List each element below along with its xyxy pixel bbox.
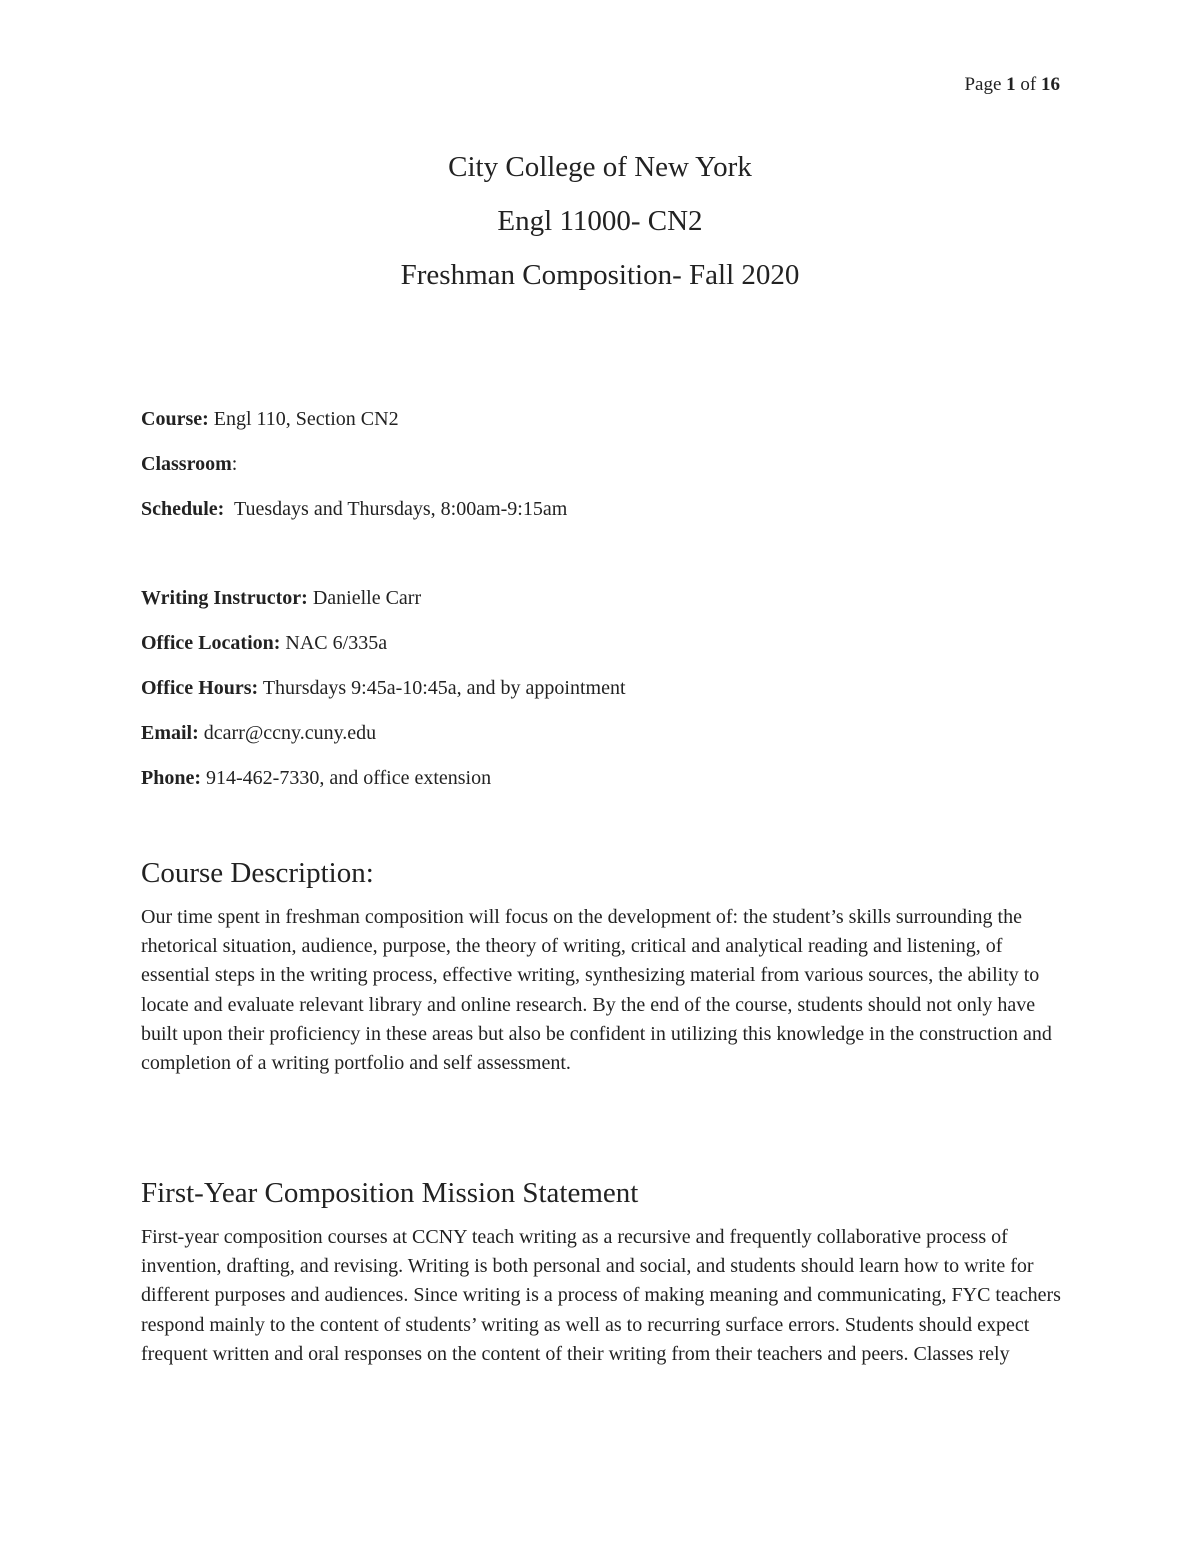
course-info xyxy=(141,404,1061,808)
office-location-label: Office Location: xyxy=(141,632,281,654)
email-value: dcarr@ccny.cuny.edu xyxy=(198,722,377,744)
course-code: Engl 11000- CN2 xyxy=(497,205,703,237)
course-row xyxy=(141,404,1061,449)
schedule-label: Schedule: xyxy=(141,498,225,520)
college-name: City College of New York xyxy=(448,151,752,183)
document-title xyxy=(0,140,1200,302)
classroom-label: Classroom xyxy=(141,453,232,475)
office-hours-row xyxy=(141,673,1061,718)
phone-value: 914-462-7330, and office extension xyxy=(201,767,492,789)
office-location-row xyxy=(141,628,1061,673)
page-total: 16 xyxy=(1041,74,1060,95)
mission-statement-section xyxy=(141,1175,1061,1369)
instructor-label: Writing Instructor: xyxy=(141,587,308,609)
mission-statement-body: First-year composition courses at CCNY teach writing as a recursive and frequently collaborative process of invention, drafting, and revising. Writing is both personal and social, and students should learn how to write for different purposes and audiences. Since writing is a process of making meaning and communicating, FYC teachers respond mainly to the content of students’ writing as well as to recurring surface errors. Students should expect frequent written and oral responses on the content of their writing from their teachers and peers. Classes rely xyxy=(141,1226,1061,1365)
email-label: Email: xyxy=(141,722,199,744)
course-description-heading: Course Description: xyxy=(141,857,374,889)
classroom-value: : xyxy=(231,453,238,475)
instructor-value: Danielle Carr xyxy=(307,587,422,609)
course-value: Engl 110, Section CN2 xyxy=(208,408,399,430)
course-description-section xyxy=(141,855,1061,1078)
office-location-value: NAC 6/335a xyxy=(280,632,388,654)
email-row xyxy=(141,718,1061,763)
instructor-row xyxy=(141,583,1061,628)
office-hours-value: Thursdays 9:45a-10:45a, and by appointment xyxy=(258,677,626,699)
page-number xyxy=(964,74,1060,96)
course-name: Freshman Composition- Fall 2020 xyxy=(400,259,800,291)
office-hours-label: Office Hours: xyxy=(141,677,259,699)
schedule-row xyxy=(141,494,1061,539)
schedule-value: Tuesdays and Thursdays, 8:00am-9:15am xyxy=(224,498,568,520)
phone-row xyxy=(141,763,1061,808)
mission-statement-heading: First-Year Composition Mission Statement xyxy=(141,1177,639,1209)
spacer xyxy=(141,539,1061,583)
page-current: 1 xyxy=(1006,74,1016,95)
page-prefix: Page xyxy=(964,74,1002,95)
classroom-row xyxy=(141,449,1061,494)
page-of: of xyxy=(1020,74,1037,95)
course-description-body: Our time spent in freshman composition will focus on the development of: the student’s skills surrounding the rhetorical situation, audience, purpose, the theory of writing, critical and analytical reading and listening, of essential steps in the writing process, effective writing, synthesizing material from various sources, the ability to locate and evaluate relevant library and online research. By the end of the course, students should not only have built upon their proficiency in these areas but also be confident in utilizing this knowledge in the construction and completion of a writing portfolio and self assessment. xyxy=(141,906,1052,1075)
course-label: Course: xyxy=(141,408,209,430)
phone-label: Phone: xyxy=(141,767,201,789)
